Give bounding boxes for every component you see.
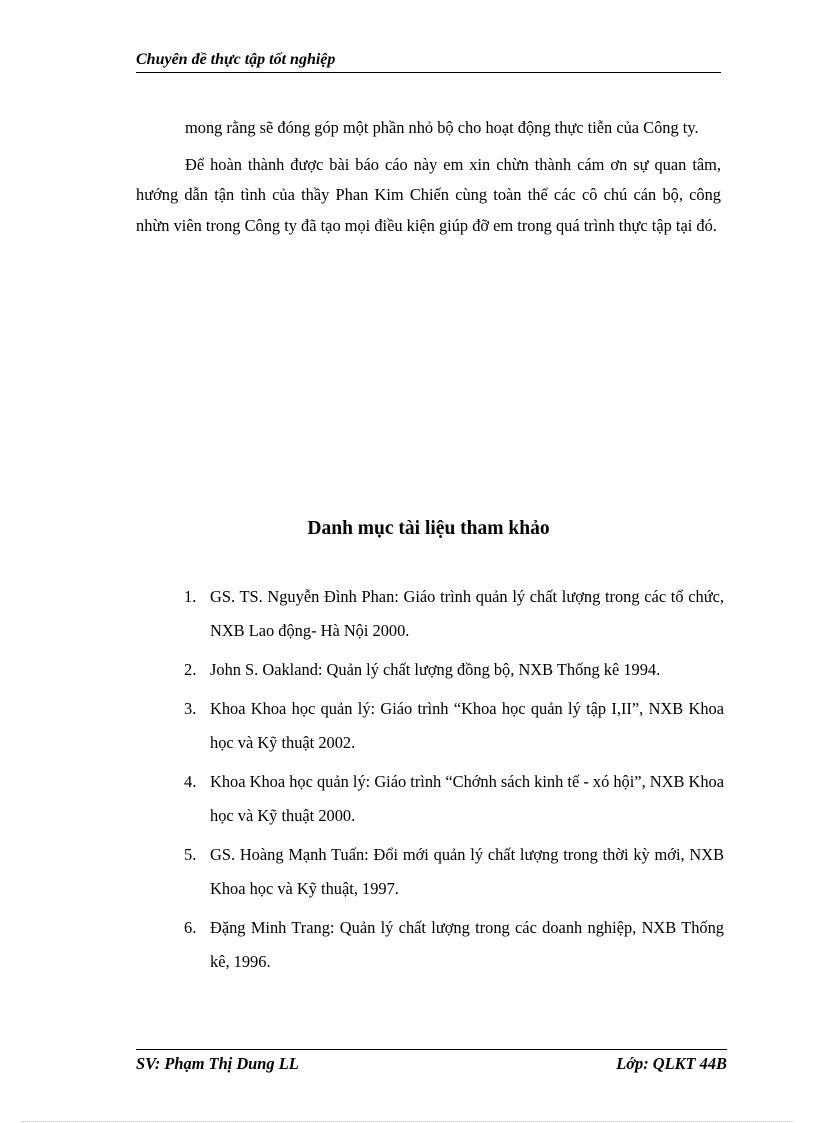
- reference-item: [174, 838, 724, 906]
- page-footer: [136, 1049, 727, 1080]
- reference-item: [174, 580, 724, 648]
- reference-text: GS. Hoàng Mạnh Tuấn: Đổi mới quản lý chất lượng trong thời kỳ mới, NXB Khoa học và Kỹ thuật, 1997.: [210, 845, 724, 898]
- page-header: [136, 50, 721, 73]
- header-title: Chuyên đề thực tập tốt nghiệp: [136, 51, 336, 68]
- reference-number: 6.: [184, 918, 197, 937]
- references-title: Danh mục tài liệu tham khảo: [307, 518, 550, 539]
- reference-number: 5.: [184, 845, 197, 864]
- page-edge-divider: [22, 1121, 794, 1122]
- reference-number: 1.: [184, 587, 197, 606]
- reference-text: Khoa Khoa học quản lý: Giáo trình “Khoa học quản lý tập I,II”, NXB Khoa học và Kỹ thuật 2002.: [210, 699, 724, 752]
- reference-item: [174, 911, 724, 979]
- reference-number: 3.: [184, 699, 197, 718]
- reference-item: [174, 765, 724, 833]
- footer-student: SV: Phạm Thị Dung LL: [136, 1054, 299, 1073]
- reference-text: Đặng Minh Trang: Quản lý chất lượng trong các doanh nghiệp, NXB Thống kê, 1996.: [210, 918, 724, 971]
- reference-number: 4.: [184, 772, 197, 791]
- reference-item: [174, 692, 724, 760]
- reference-text: Khoa Khoa học quản lý: Giáo trình “Chớnh sách kinh tế - xó hội”, NXB Khoa học và Kỹ thuật 2000.: [210, 772, 724, 825]
- paragraph: Để hoàn thành được bài báo cáo này em xin chừn thành cám ơn sự quan tâm, hướng dẫn tận tình của thầy Phan Kim Chiến cùng toàn thể các cô chú cán bộ, công nhừn viên trong Công ty đã tạo mọi điều kiện giúp đỡ em trong quá trình thực tập tại đó.: [136, 154, 721, 235]
- reference-text: John S. Oakland: Quản lý chất lượng đồng bộ, NXB Thống kê 1994.: [210, 660, 661, 679]
- body-text: [136, 113, 721, 247]
- paragraph: mong rằng sẽ đóng góp một phần nhỏ bộ cho hoạt động thực tiễn của Công ty.: [185, 118, 699, 137]
- reference-text: GS. TS. Nguyễn Đình Phan: Giáo trình quản lý chất lượng trong các tổ chức, NXB Lao động- Hà Nội 2000.: [210, 587, 724, 640]
- reference-item: [174, 653, 724, 687]
- references-list: [174, 580, 724, 984]
- reference-number: 2.: [184, 660, 197, 679]
- footer-class: Lớp: QLKT 44B: [616, 1054, 727, 1073]
